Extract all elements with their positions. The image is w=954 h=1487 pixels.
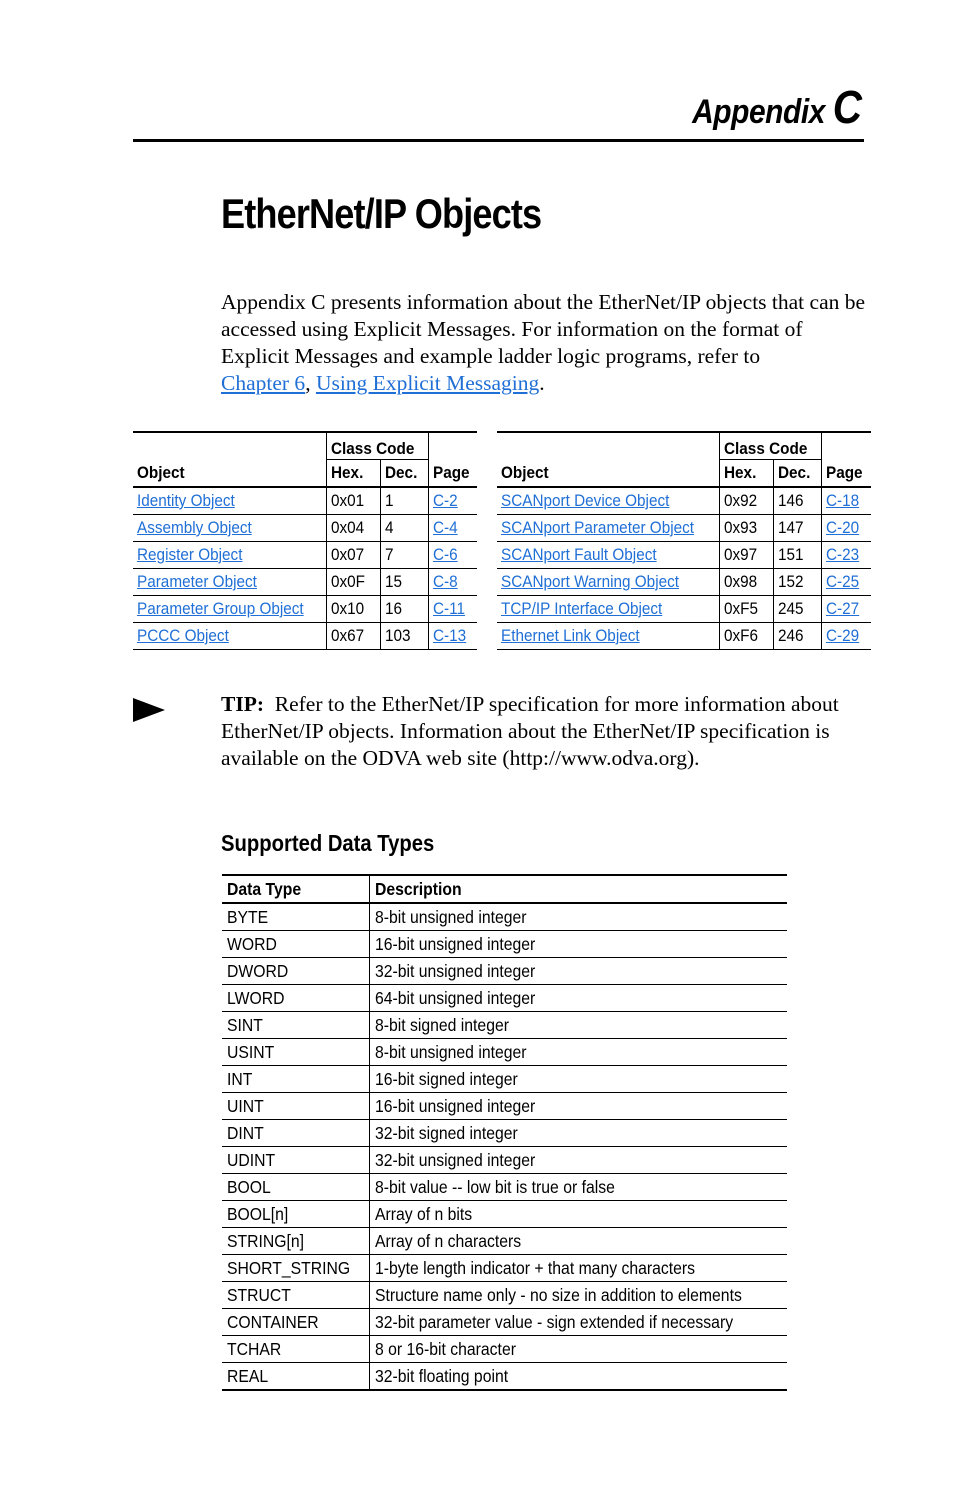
data-type-label: WORD — [227, 933, 277, 954]
page-link[interactable]: C-25 — [826, 572, 860, 591]
description-cell — [369, 1147, 787, 1174]
dec-cell: 15 — [384, 572, 402, 591]
dec-header: Dec. — [380, 460, 428, 488]
data-type-cell — [222, 1309, 369, 1336]
appendix-word: Appendix — [692, 93, 826, 131]
header-blank — [822, 432, 871, 460]
data-type-label: BYTE — [227, 906, 269, 927]
hex-cell: 0x04 — [331, 518, 365, 537]
data-type-cell — [222, 1201, 369, 1228]
object-cell — [497, 569, 720, 596]
description-cell — [369, 1255, 787, 1282]
description-label: Structure name only - no size in addition to elements — [374, 1284, 742, 1305]
page-link[interactable]: C-11 — [432, 599, 465, 618]
data-types-table — [222, 874, 787, 1391]
objects-table-left — [133, 431, 477, 650]
data-type-cell — [222, 1336, 369, 1363]
page-link[interactable]: C-8 — [432, 572, 458, 591]
data-type-cell — [222, 1255, 369, 1282]
description-label: 1-byte length indicator + that many characters — [374, 1257, 695, 1278]
data-type-label: CONTAINER — [227, 1311, 319, 1332]
page-cell — [428, 542, 477, 569]
page-link[interactable]: C-6 — [432, 545, 458, 564]
description-label: Array of n characters — [374, 1230, 521, 1251]
dec-cell — [773, 569, 821, 596]
data-type-cell — [222, 903, 369, 931]
data-type-label: LWORD — [227, 987, 285, 1008]
table-row — [133, 515, 477, 542]
table-row — [222, 1174, 787, 1201]
description-cell — [369, 1309, 787, 1336]
page-cell — [428, 515, 477, 542]
dec-cell — [380, 623, 428, 650]
table-row — [497, 596, 871, 623]
description-label: 32-bit unsigned integer — [374, 1149, 536, 1170]
description-cell — [369, 931, 787, 958]
data-type-label: BOOL[n] — [227, 1203, 289, 1224]
page-link[interactable]: C-23 — [826, 545, 860, 564]
object-header: Object — [497, 460, 720, 488]
hex-cell — [327, 623, 380, 650]
hex-cell — [327, 542, 380, 569]
table-row — [497, 515, 871, 542]
description-cell — [369, 1336, 787, 1363]
data-type-cell — [222, 1120, 369, 1147]
appendix-letter: C — [833, 81, 862, 133]
dec-cell — [380, 542, 428, 569]
page-cell — [428, 623, 477, 650]
hex-cell: 0x10 — [331, 599, 365, 618]
explicit-messaging-link[interactable]: Using Explicit Messaging — [315, 371, 540, 395]
dec-cell: 147 — [777, 518, 804, 537]
hex-cell — [327, 569, 380, 596]
hex-cell — [327, 596, 380, 623]
dec-cell — [773, 487, 821, 515]
data-type-cell — [222, 1228, 369, 1255]
tip-arrow-icon — [133, 698, 165, 722]
page-link[interactable]: C-20 — [826, 518, 860, 537]
object-cell — [133, 569, 327, 596]
description-label: 16-bit unsigned integer — [374, 1095, 536, 1116]
page-link[interactable]: C-29 — [826, 626, 860, 645]
data-type-label: STRING[n] — [227, 1230, 305, 1251]
dec-cell — [380, 569, 428, 596]
header-rule — [133, 139, 864, 142]
data-type-label: UINT — [227, 1095, 264, 1116]
hex-cell: 0xF5 — [724, 599, 759, 618]
appendix-heading — [693, 80, 862, 134]
hex-header: Hex. — [720, 460, 773, 488]
object-link[interactable]: SCANport Device Object — [501, 491, 670, 510]
dec-cell — [380, 487, 428, 515]
header-blank — [133, 432, 327, 460]
object-cell — [133, 623, 327, 650]
object-link[interactable]: TCP/IP Interface Object — [501, 599, 663, 618]
table-row — [222, 1120, 787, 1147]
dec-cell: 146 — [777, 491, 804, 510]
table-row — [222, 958, 787, 985]
description-cell — [369, 1282, 787, 1309]
table-row — [497, 542, 871, 569]
data-type-cell — [222, 1282, 369, 1309]
description-header: Description — [369, 875, 787, 903]
class-code-header: Class Code — [327, 432, 429, 460]
data-type-label: BOOL — [227, 1176, 271, 1197]
table-row — [497, 569, 871, 596]
page-cell — [428, 569, 477, 596]
dec-cell: 16 — [384, 599, 402, 618]
data-type-cell — [222, 1174, 369, 1201]
intro-end: . — [539, 371, 545, 395]
object-link[interactable]: Identity Object — [137, 491, 235, 510]
data-type-label: SINT — [227, 1014, 263, 1035]
hex-cell: 0x98 — [724, 572, 758, 591]
data-type-cell — [222, 1093, 369, 1120]
data-type-cell — [222, 985, 369, 1012]
data-type-label: DINT — [227, 1122, 264, 1143]
object-link[interactable]: PCCC Object — [137, 626, 229, 645]
description-cell — [369, 1066, 787, 1093]
data-type-header: Data Type — [222, 875, 369, 903]
description-cell — [369, 1174, 787, 1201]
hex-cell — [720, 596, 773, 623]
table-row — [133, 569, 477, 596]
dec-cell — [773, 596, 821, 623]
page-link[interactable]: C-27 — [826, 599, 860, 618]
description-label: Array of n bits — [374, 1203, 472, 1224]
description-cell — [369, 1228, 787, 1255]
object-link[interactable]: Assembly Object — [137, 518, 252, 537]
object-cell — [497, 515, 720, 542]
table-row — [222, 985, 787, 1012]
object-link[interactable]: Ethernet Link Object — [501, 626, 640, 645]
description-cell — [369, 1012, 787, 1039]
description-label: 32-bit signed integer — [374, 1122, 518, 1143]
page-cell — [822, 487, 871, 515]
hex-cell — [720, 542, 773, 569]
description-label: 32-bit unsigned integer — [374, 960, 536, 981]
object-cell — [497, 487, 720, 515]
object-header: Object — [133, 460, 327, 488]
hex-cell: 0x07 — [331, 545, 365, 564]
dec-cell: 1 — [384, 491, 394, 510]
object-cell — [497, 542, 720, 569]
tip-label: TIP: — [221, 692, 264, 716]
intro-paragraph — [221, 289, 866, 397]
dec-cell: 103 — [384, 626, 411, 645]
description-label: 32-bit parameter value - sign extended if necessary — [374, 1311, 733, 1332]
intro-text: Appendix C presents information about the EtherNet/IP objects that can be accessed using Explicit Messages. For information on the format of Explicit Messages and example ladder logic programs, refer to — [221, 290, 866, 368]
object-link[interactable]: Parameter Group Object — [137, 599, 304, 618]
table-row — [133, 623, 477, 650]
table-row — [222, 1093, 787, 1120]
dec-cell: 246 — [777, 626, 804, 645]
table-row — [222, 1363, 787, 1391]
dec-cell: 4 — [384, 518, 394, 537]
dec-cell — [380, 515, 428, 542]
object-cell — [497, 596, 720, 623]
page-link[interactable]: C-18 — [826, 491, 860, 510]
data-type-cell — [222, 931, 369, 958]
object-link[interactable]: SCANport Fault Object — [501, 545, 657, 564]
dec-cell: 151 — [777, 545, 804, 564]
description-label: 16-bit unsigned integer — [374, 933, 536, 954]
hex-cell — [720, 623, 773, 650]
intro-separator: , — [305, 371, 316, 395]
hex-cell: 0x0F — [331, 572, 366, 591]
page-cell — [822, 623, 871, 650]
table-row — [222, 1309, 787, 1336]
object-link[interactable]: Parameter Object — [137, 572, 257, 591]
hex-cell: 0x67 — [331, 626, 365, 645]
data-type-label: REAL — [227, 1365, 269, 1386]
hex-cell: 0x01 — [331, 491, 365, 510]
hex-header: Hex. — [327, 460, 380, 488]
data-type-label: INT — [227, 1068, 253, 1089]
dec-cell: 7 — [384, 545, 394, 564]
hex-cell: 0x92 — [724, 491, 758, 510]
section-heading: Supported Data Types — [221, 830, 435, 856]
data-type-cell — [222, 1066, 369, 1093]
table-row — [222, 1336, 787, 1363]
table-row — [133, 542, 477, 569]
table-row — [497, 487, 871, 515]
dec-cell — [773, 542, 821, 569]
data-type-cell — [222, 1363, 369, 1391]
page-cell — [822, 542, 871, 569]
data-type-label: USINT — [227, 1041, 275, 1062]
dec-cell — [773, 515, 821, 542]
hex-cell — [720, 515, 773, 542]
data-type-label: DWORD — [227, 960, 289, 981]
table-row — [222, 903, 787, 931]
objects-table-right — [497, 431, 871, 650]
table-row — [497, 623, 871, 650]
dec-cell — [380, 596, 428, 623]
object-cell — [133, 515, 327, 542]
dec-header: Dec. — [773, 460, 821, 488]
table-row — [222, 1039, 787, 1066]
description-cell — [369, 903, 787, 931]
page-link[interactable]: C-4 — [432, 518, 458, 537]
object-link[interactable]: SCANport Warning Object — [501, 572, 680, 591]
object-cell — [497, 623, 720, 650]
table-row — [133, 596, 477, 623]
hex-cell — [327, 487, 380, 515]
header-blank — [497, 432, 720, 460]
description-cell — [369, 958, 787, 985]
data-type-label: STRUCT — [227, 1284, 291, 1305]
hex-cell: 0x97 — [724, 545, 758, 564]
data-type-label: TCHAR — [227, 1338, 282, 1359]
page-title: EtherNet/IP Objects — [221, 190, 542, 237]
data-type-cell — [222, 1147, 369, 1174]
table-row — [222, 1282, 787, 1309]
table-row — [222, 1147, 787, 1174]
page-link[interactable]: C-13 — [432, 626, 466, 645]
description-cell — [369, 1039, 787, 1066]
dec-cell: 152 — [777, 572, 804, 591]
description-cell — [369, 1201, 787, 1228]
page-cell — [822, 515, 871, 542]
table-row — [222, 1255, 787, 1282]
page-cell — [428, 487, 477, 515]
description-cell — [369, 985, 787, 1012]
dec-cell — [773, 623, 821, 650]
description-label: 64-bit unsigned integer — [374, 987, 536, 1008]
page-cell — [822, 569, 871, 596]
tip-paragraph — [221, 691, 866, 772]
description-label: 8-bit signed integer — [374, 1014, 509, 1035]
table-row — [133, 487, 477, 515]
object-link[interactable]: SCANport Parameter Object — [501, 518, 695, 537]
data-type-cell — [222, 1012, 369, 1039]
class-code-header: Class Code — [720, 432, 822, 460]
description-label: 8 or 16-bit character — [374, 1338, 516, 1359]
description-label: 16-bit signed integer — [374, 1068, 518, 1089]
data-type-cell — [222, 1039, 369, 1066]
table-row — [222, 1012, 787, 1039]
description-cell — [369, 1363, 787, 1391]
table-row — [222, 1228, 787, 1255]
table-row — [222, 931, 787, 958]
data-type-cell — [222, 958, 369, 985]
page-cell — [822, 596, 871, 623]
description-label: 32-bit floating point — [374, 1365, 508, 1386]
hex-cell — [720, 487, 773, 515]
hex-cell — [720, 569, 773, 596]
object-cell — [133, 596, 327, 623]
chapter-link[interactable]: Chapter 6 — [221, 371, 306, 395]
data-type-label: UDINT — [227, 1149, 276, 1170]
data-type-label: SHORT_STRING — [227, 1257, 351, 1278]
description-label: 8-bit value -- low bit is true or false — [374, 1176, 615, 1197]
object-link[interactable]: Register Object — [137, 545, 243, 564]
table-row — [222, 1066, 787, 1093]
description-cell — [369, 1093, 787, 1120]
hex-cell: 0x93 — [724, 518, 758, 537]
dec-cell: 245 — [777, 599, 804, 618]
page-link[interactable]: C-2 — [432, 491, 458, 510]
header-blank — [428, 432, 477, 460]
description-cell — [369, 1120, 787, 1147]
description-label: 8-bit unsigned integer — [374, 1041, 527, 1062]
object-cell — [133, 542, 327, 569]
object-cell — [133, 487, 327, 515]
description-label: 8-bit unsigned integer — [374, 906, 527, 927]
page-cell — [428, 596, 477, 623]
hex-cell: 0xF6 — [724, 626, 759, 645]
table-row — [222, 1201, 787, 1228]
hex-cell — [327, 515, 380, 542]
page-header: Page — [428, 460, 477, 488]
page-header: Page — [822, 460, 871, 488]
tip-text: Refer to the EtherNet/IP specification for more information about EtherNet/IP objects. Information about the EtherNet/IP specification is available on the ODVA web site (http://www.odva.org). — [221, 692, 839, 770]
